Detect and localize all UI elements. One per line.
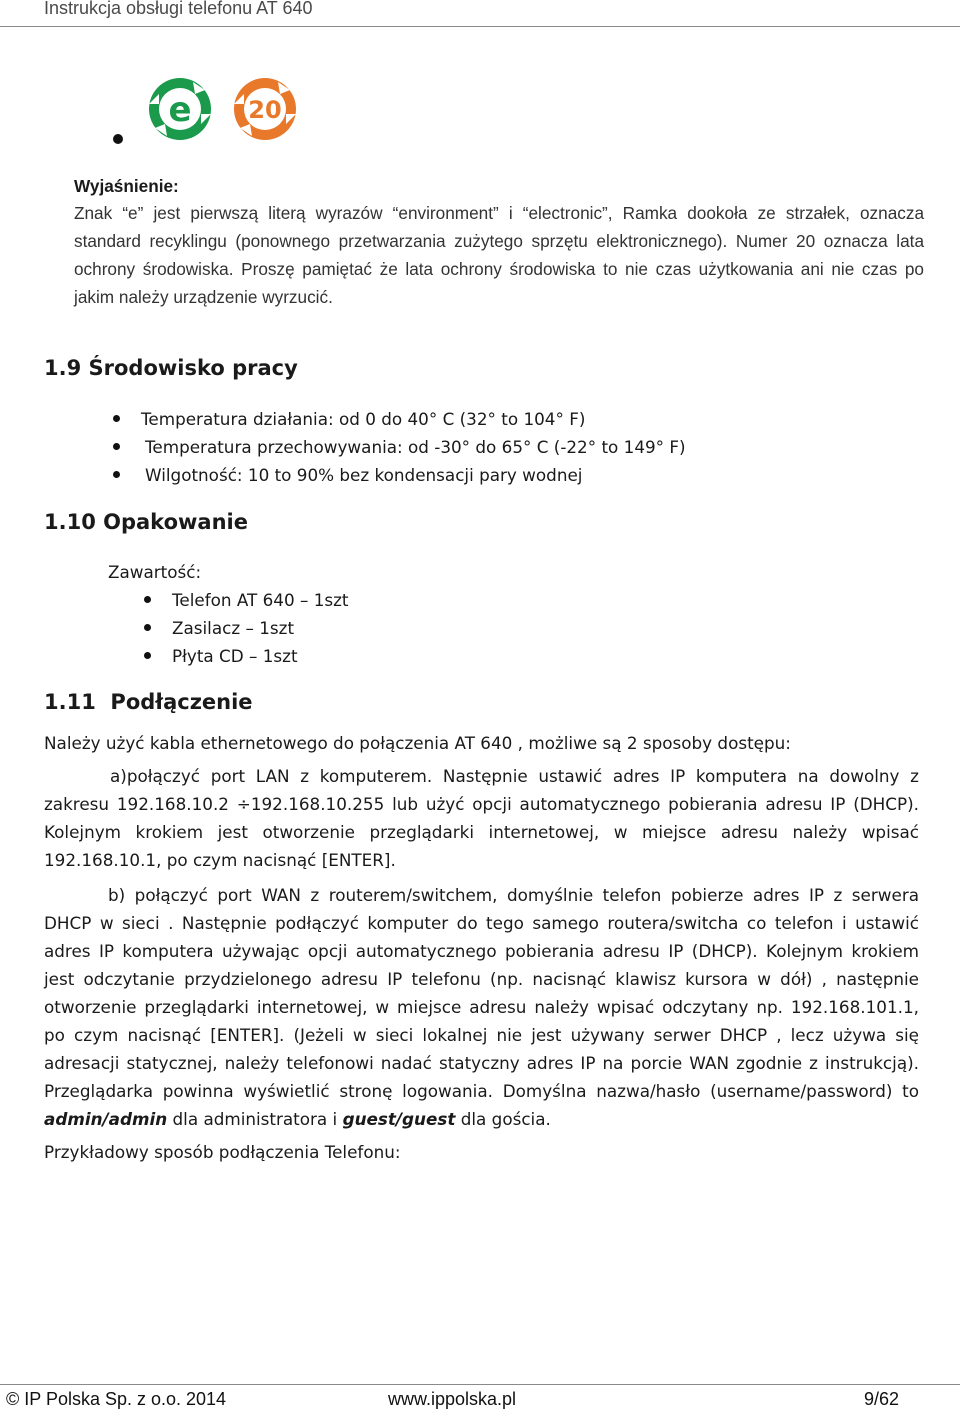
connection-intro: Należy użyć kabla ethernetowego do połączenia AT 640 , możliwe są 2 sposoby dostępu:: [44, 733, 791, 753]
package-list: [144, 586, 544, 670]
list-item: Telefon AT 640 – 1szt: [144, 586, 544, 614]
header-divider: [0, 26, 960, 27]
list-item: Płyta CD – 1szt: [144, 642, 544, 670]
package-contents-label: Zawartość:: [108, 562, 202, 582]
footer-copyright: © IP Polska Sp. z o.o. 2014: [6, 1389, 227, 1409]
explanation-title: Wyjaśnienie:: [74, 176, 179, 196]
footer-page-number: 9/62: [864, 1389, 900, 1409]
environment-list: [113, 405, 813, 489]
bullet-dot: [144, 624, 151, 631]
list-item: Zasilacz – 1szt: [144, 614, 544, 642]
connection-example-caption: Przykładowy sposób podłączenia Telefonu:: [44, 1142, 401, 1162]
footer-divider: [0, 1384, 960, 1385]
bullet-dot: [113, 471, 120, 478]
section-1-10-heading: 1.10 Opakowanie: [44, 510, 248, 534]
section-1-11-heading: 1.11 Podłączenie: [44, 690, 253, 714]
svg-text:e: e: [168, 90, 192, 130]
list-item: Wilgotność: 10 to 90% bez kondensacji pary wodnej: [113, 461, 813, 489]
section-1-9-heading: 1.9 Środowisko pracy: [44, 356, 298, 380]
20-years-logo-icon: [234, 78, 296, 140]
e-recycling-logo-icon: [149, 78, 211, 140]
bullet-dot: [144, 652, 151, 659]
eco-logos: [145, 74, 305, 144]
bullet-dot: [113, 415, 120, 422]
connection-option-a: a)połączyć port LAN z komputerem. Następnie ustawić adres IP komputera na dowolny z zakresu 192.168.10.2 ÷192.168.10.255 lub użyć opcji automatycznego pobierania adresu IP (DHCP). Kolejnym krokiem jest otworzenie przeglądarki internetowej, w miejsce adresu należy wpisać 192.168.10.1, po czym nacisnąć [ENTER].: [44, 766, 919, 870]
list-item: Temperatura przechowywania: od -30° do 65° C (-22° to 149° F): [113, 433, 813, 461]
footer-website-link[interactable]: www.ippolska.pl: [388, 1389, 517, 1409]
svg-text:20: 20: [248, 96, 282, 124]
bullet-dot: [144, 596, 151, 603]
document-header-title: Instrukcja obsługi telefonu AT 640: [44, 0, 313, 18]
list-item: Temperatura działania: od 0 do 40° C (32° to 104° F): [113, 405, 813, 433]
connection-option-b: b) połączyć port WAN z routerem/switchem, domyślnie telefon pobierze adres IP z serwera DHCP w sieci . Następnie podłączyć komputer do tego samego routera/switcha co telefon i ustawić adres IP komputera używając opcji automatycznego pobierania adresu IP (DHCP). Kolejnym krokiem jest odczytanie przydzielonego adresu IP telefonu (np. nacisnąć klawisz kursora w dół) , następnie otworzenie przeglądarki internetowej, w miejsce adresu należy wpisać odczytany np. 192.168.101.1, po czym nacisnąć [ENTER]. (Jeżeli w sieci lokalnej nie jest używany serwer DHCP , lecz używa się adresacji statycznej, należy telefonowi nadać statyczny adres IP na porcie WAN zgodnie z instrukcją). Przeglądarka powinna wyświetlić stronę logowania. Domyślna nazwa/hasło (username/password) to admin/admin dla administratora i guest/guest dla gościa.: [44, 885, 919, 1129]
guest-credentials: guest/guest: [342, 1109, 456, 1129]
bullet-dot: [113, 134, 123, 144]
bullet-dot: [113, 443, 120, 450]
admin-credentials: admin/admin: [44, 1109, 168, 1129]
explanation-body: Znak “e” jest pierwszą literą wyrazów “environment” i “electronic”, Ramka dookoła ze strzałek, oznacza standard recyklingu (ponownego przetwarzania zużytego sprzętu elektronicznego). Numer 20 oznacza lata ochrony środowiska. Proszę pamiętać że lata ochrony środowiska to nie czas użytkowania ani nie czas po jakim należy urządzenie wyrzucić.: [74, 203, 924, 307]
